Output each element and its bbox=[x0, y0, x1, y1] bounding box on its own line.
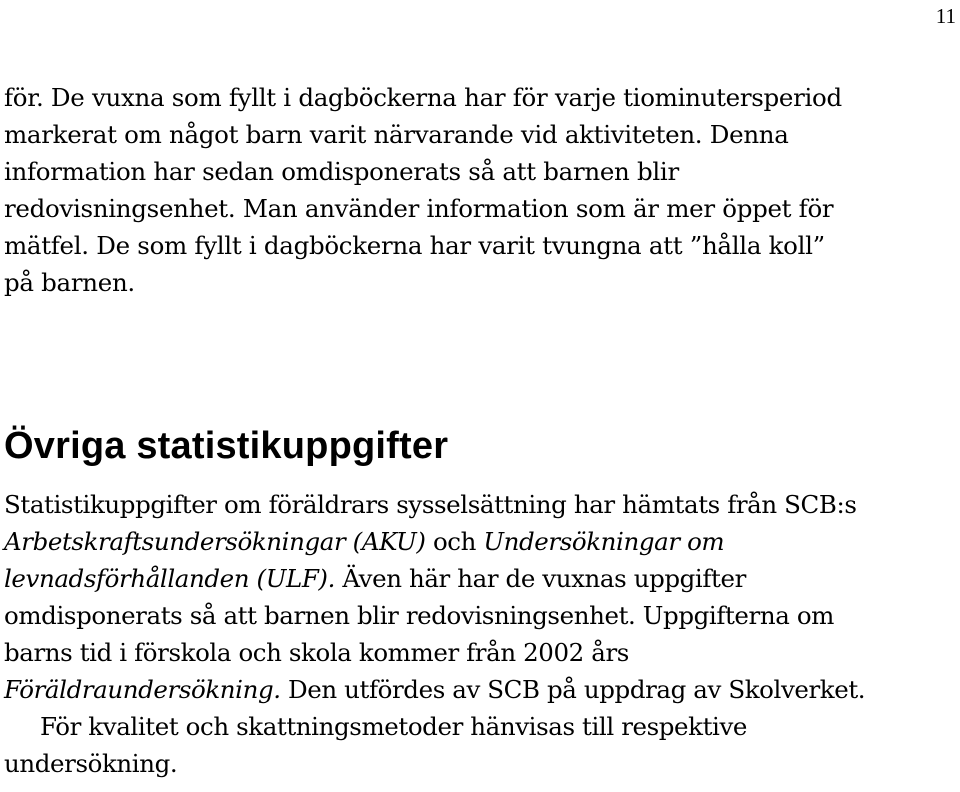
paragraph-line: för. De vuxna som fyllt i dagböckerna har för varje tiominutersperiod bbox=[4, 83, 842, 112]
paragraph-line: undersökning. bbox=[4, 749, 178, 778]
paragraph-line: omdisponerats så att barnen blir redovisningsenhet. Uppgifterna om bbox=[4, 601, 834, 630]
paragraph-line bbox=[4, 560, 960, 597]
sentence-text: Den utfördes av SCB på uppdrag av Skolverket. bbox=[280, 675, 866, 704]
paragraph-line: markerat om något barn varit närvarande vid aktiviteten. Denna bbox=[4, 120, 789, 149]
paragraph-line bbox=[4, 671, 960, 708]
survey-title-aku: Arbetskraftsundersökningar (AKU) bbox=[4, 527, 426, 556]
paragraph-line: redovisningsenhet. Man använder information som är mer öppet för bbox=[4, 194, 834, 223]
page-number: 11 bbox=[935, 4, 956, 28]
body-paragraph-1 bbox=[4, 79, 956, 301]
paragraph-line: Statistikuppgifter om föräldrars sysselsättning har hämtats från SCB:s bbox=[4, 490, 857, 519]
survey-title-ulf: Undersökningar om bbox=[483, 527, 725, 556]
paragraph-line bbox=[4, 523, 960, 560]
paragraph-line: information har sedan omdisponerats så att barnen blir bbox=[4, 157, 679, 186]
body-paragraph-2 bbox=[4, 486, 960, 782]
paragraph-line: på barnen. bbox=[4, 268, 135, 297]
sentence-text: Även här har de vuxnas uppgifter bbox=[334, 564, 746, 593]
survey-title-foraldra: Föräldraundersökning. bbox=[4, 675, 281, 704]
paragraph-line: barns tid i förskola och skola kommer från 2002 års bbox=[4, 638, 629, 667]
paragraph-line: mätfel. De som fyllt i dagböckerna har varit tvungna att ”hålla koll” bbox=[4, 231, 825, 260]
section-heading: Övriga statistikuppgifter bbox=[4, 425, 449, 467]
survey-title-ulf-cont: levnadsförhållanden (ULF). bbox=[4, 564, 335, 593]
paragraph-line: För kvalitet och skattningsmetoder hänvisas till respektive bbox=[40, 712, 748, 741]
connector-text: och bbox=[425, 527, 484, 556]
